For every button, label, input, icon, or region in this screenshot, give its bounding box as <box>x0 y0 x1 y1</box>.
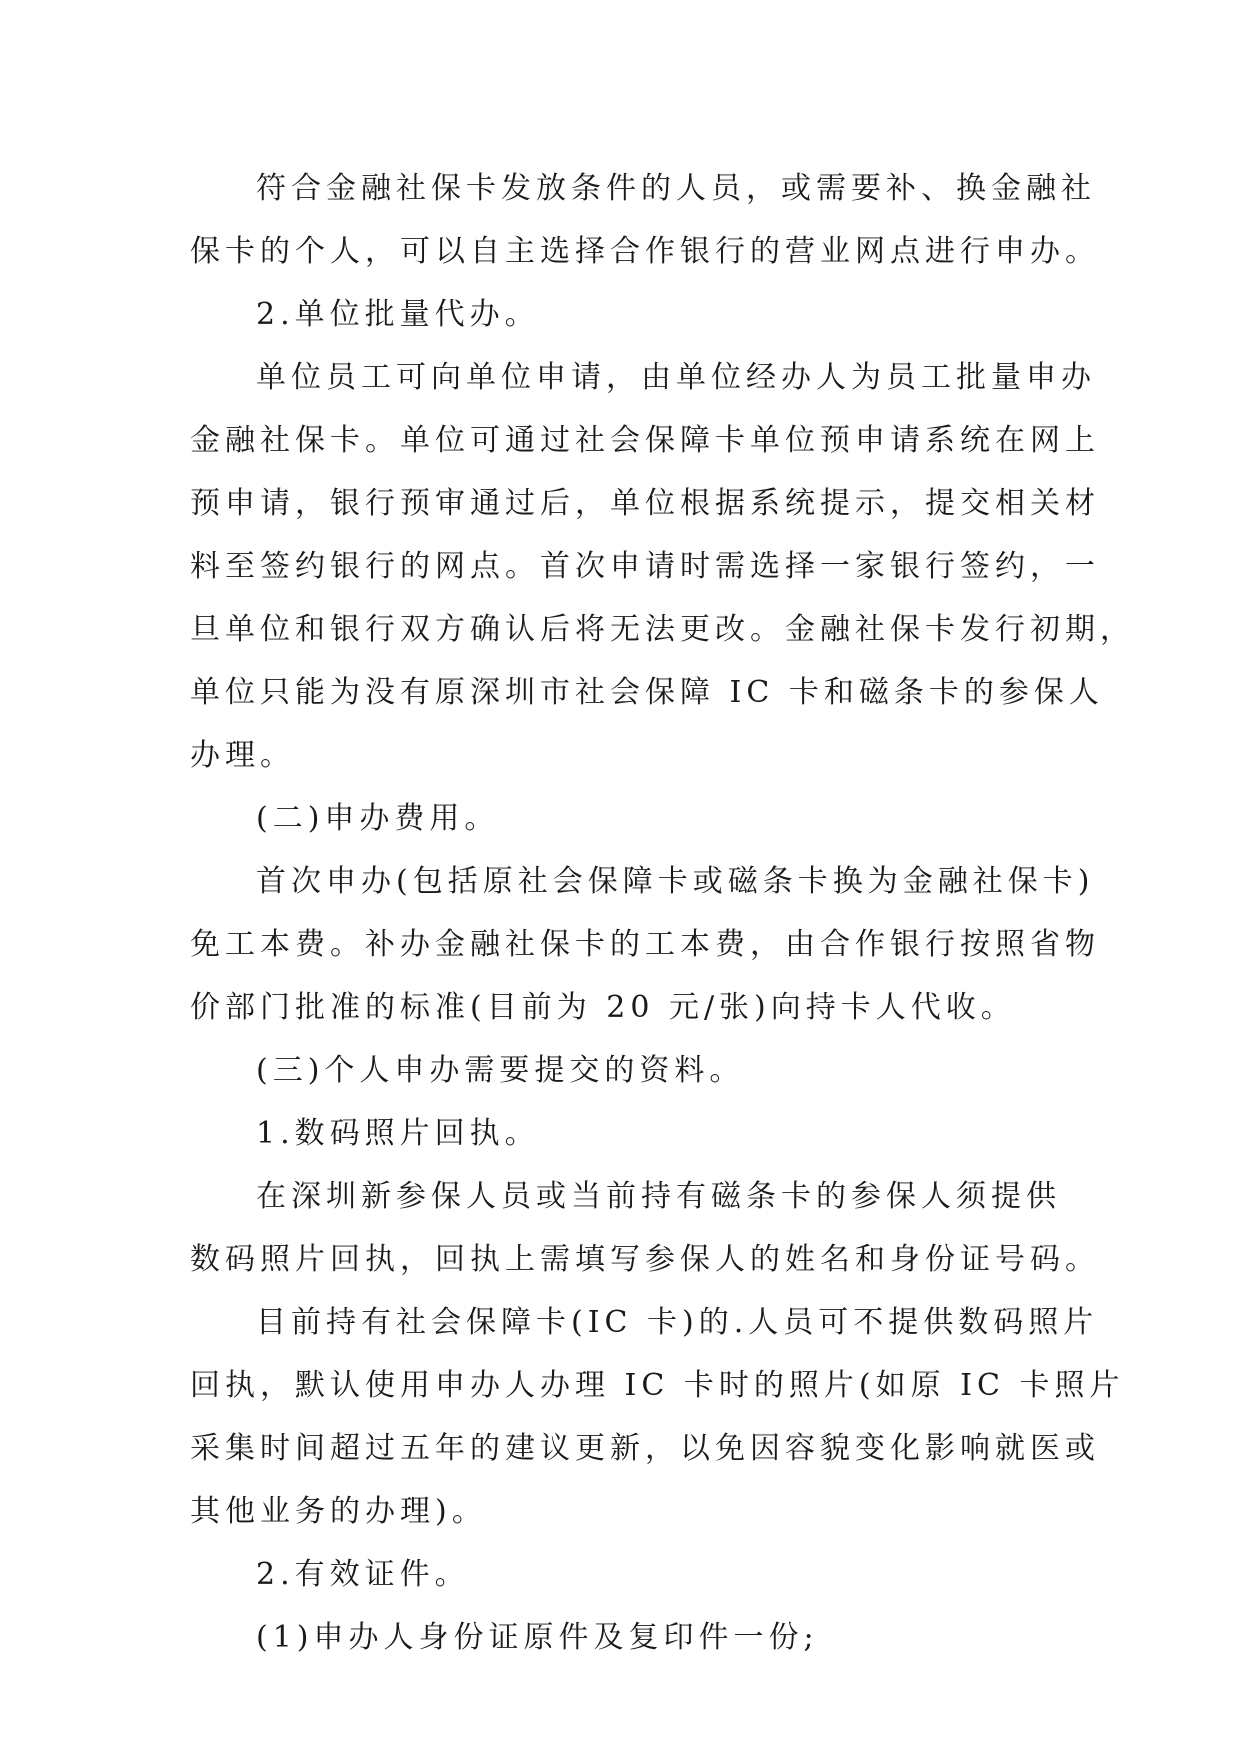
paragraph-line: 首次申办(包括原社会保障卡或磁条卡换为金融社保卡) <box>256 864 1095 899</box>
section-heading: 2.单位批量代办。 <box>256 297 540 332</box>
paragraph-line: 保卡的个人，可以自主选择合作银行的营业网点进行申办。 <box>190 234 1100 269</box>
paragraph-line: 在深圳新参保人员或当前持有磁条卡的参保人须提供 <box>256 1179 1061 1214</box>
section-heading: (二)申办费用。 <box>256 801 500 836</box>
section-heading: (三)个人申办需要提交的资料。 <box>256 1053 745 1088</box>
section-heading: 2.有效证件。 <box>256 1557 470 1592</box>
paragraph-line: 符合金融社保卡发放条件的人员，或需要补、换金融社 <box>256 171 1096 206</box>
list-item: (1)申办人身份证原件及复印件一份; <box>256 1620 819 1655</box>
paragraph-line: 回执，默认使用申办人办理 IC 卡时的照片(如原 IC 卡照片 <box>190 1368 1125 1403</box>
paragraph-line: 预申请，银行预审通过后，单位根据系统提示，提交相关材 <box>190 486 1100 521</box>
paragraph-line: 单位员工可向单位申请，由单位经办人为员工批量申办 <box>256 360 1096 395</box>
paragraph-line: 免工本费。补办金融社保卡的工本费，由合作银行按照省物 <box>190 927 1100 962</box>
paragraph-line: 料至签约银行的网点。首次申请时需选择一家银行签约，一 <box>190 549 1100 584</box>
document-body <box>190 157 1135 1669</box>
section-heading: 1.数码照片回执。 <box>256 1116 540 1151</box>
paragraph-line: 采集时间超过五年的建议更新，以免因容貌变化影响就医或 <box>190 1431 1100 1466</box>
paragraph-line: 办理。 <box>190 738 295 773</box>
paragraph-line: 目前持有社会保障卡(IC 卡)的.人员可不提供数码照片 <box>256 1305 1099 1340</box>
paragraph-line: 其他业务的办理)。 <box>190 1494 487 1529</box>
paragraph-line: 数码照片回执，回执上需填写参保人的姓名和身份证号码。 <box>190 1242 1100 1277</box>
paragraph-line: 旦单位和银行双方确认后将无法更改。金融社保卡发行初期， <box>190 612 1135 647</box>
paragraph-line: 价部门批准的标准(目前为 20 元/张)向持卡人代收。 <box>190 990 1016 1025</box>
paragraph-line: 金融社保卡。单位可通过社会保障卡单位预申请系统在网上 <box>190 423 1100 458</box>
paragraph-line: 单位只能为没有原深圳市社会保障 IC 卡和磁条卡的参保人 <box>190 675 1104 710</box>
